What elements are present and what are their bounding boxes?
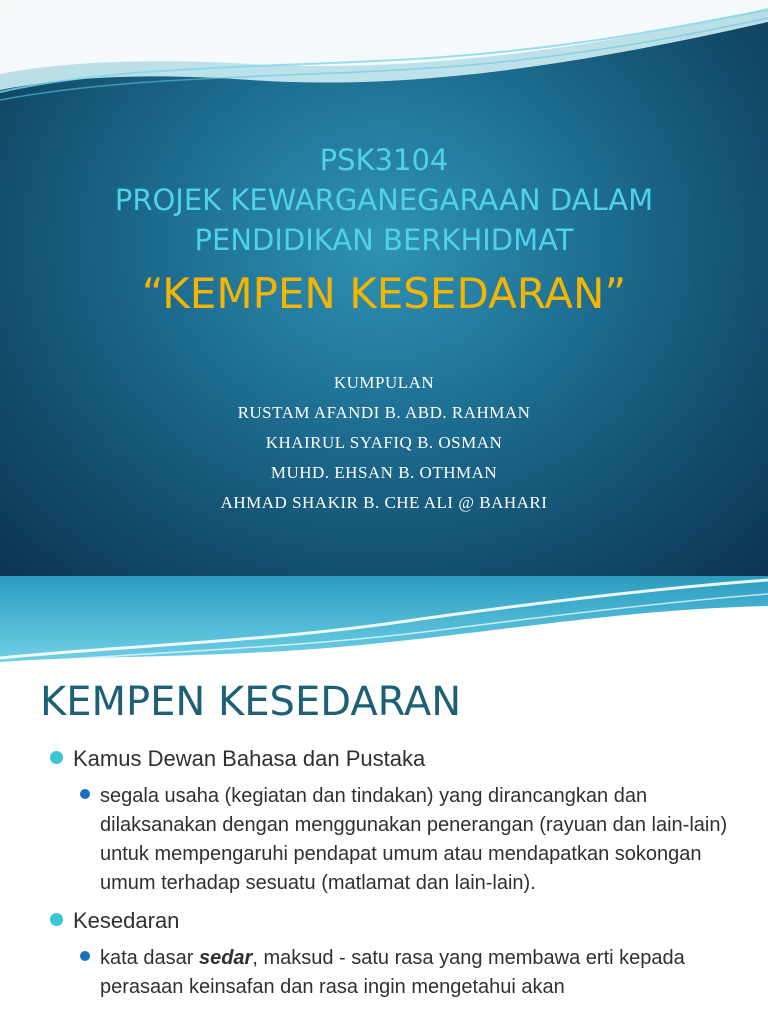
sub-list-item [0,782,768,898]
sub-bullet-text: segala usaha (kegiatan dan tindakan) yang dirancangkan dan dilaksanakan dengan menggunakan penerangan (rayuan dan lain-lain) untuk mempengaruhi pendapat umum atau mendapatkan sokongan umum terhadap sesuatu (matlamat dan lain-lain). [100,785,728,894]
emphasis-word: sedar [198,947,253,969]
course-title-line-1: PROJEK KEWARGANEGARAAN DALAM [114,183,654,217]
member-name: RUSTAM AFANDI B. ABD. RAHMAN [237,403,531,422]
bullet-dot [50,751,63,764]
member-name: KHAIRUL SYAFIQ B. OSMAN [265,433,503,452]
headline: “KEMPEN KESEDARAN” [141,269,627,318]
sub-bullet-dot [80,789,90,799]
course-code: PSK3104 [319,143,449,177]
group-label: KUMPULAN [333,373,435,392]
bullet-text: Kamus Dewan Bahasa dan Pustaka [73,746,426,771]
wave-decoration [0,0,768,120]
slide-title: KEMPEN KESEDARAN [40,679,462,725]
sub-bullet-rest: , maksud - satu rasa yang membawa erti kepada perasaan keinsafan dan rasa ingin mengetahui akan [100,947,685,998]
sub-bullet-prefix: kata dasar [100,947,199,969]
bullet-list [0,744,768,1002]
bullet-text: Kesedaran [73,908,180,933]
wave-header-decoration [0,576,768,666]
course-title-line-2: PENDIDIKAN BERKHIDMAT [194,223,574,257]
content-slide [0,576,768,1024]
sub-list-item [0,944,768,1002]
member-name: AHMAD SHAKIR B. CHE ALI @ BAHARI [220,493,548,512]
title-block [0,140,768,320]
group-members [0,368,768,518]
list-item [0,906,768,936]
bullet-dot [50,913,63,926]
sub-bullet-dot [80,951,90,961]
member-name: MUHD. EHSAN B. OTHMAN [270,463,498,482]
list-item [0,744,768,774]
